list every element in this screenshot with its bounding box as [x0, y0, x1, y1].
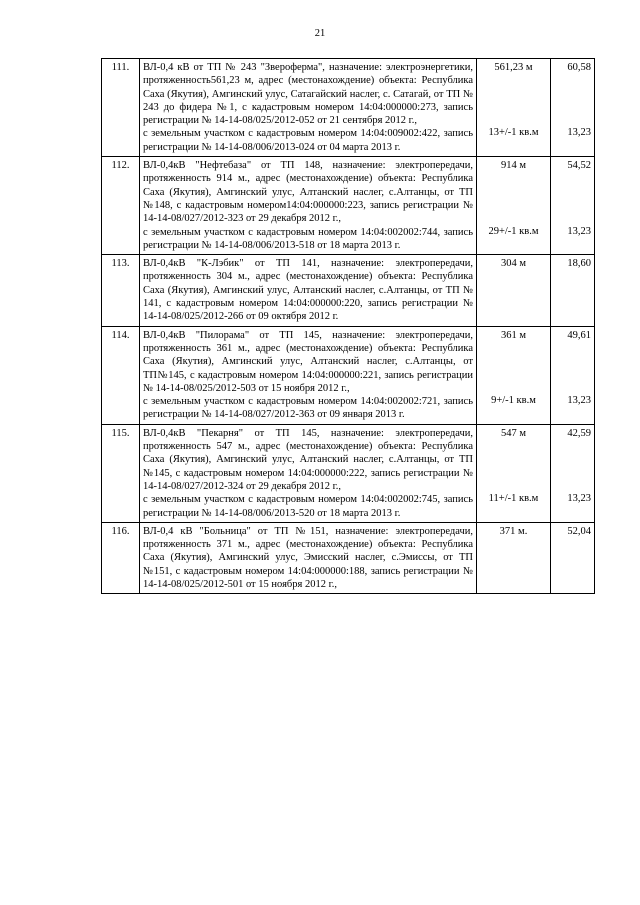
object-size: 304 м: [500, 258, 527, 270]
object-description-cell: [140, 59, 477, 157]
object-value-cell: [551, 157, 595, 255]
object-value: 52,04: [567, 525, 591, 537]
land-plot-value: 13,23: [567, 225, 591, 237]
land-plot-size: 9+/-1 кв.м: [491, 395, 536, 407]
object-value-cell: [551, 522, 595, 593]
land-plot-size: 29+/-1 кв.м: [488, 225, 539, 237]
object-description: ВЛ-0,4 кВ от ТП № 243 "Звероферма", назначение: электроэнергетики, протяженность561,23 м, адрес (местонахождение) объекта: Республика Саха (Якутия), Амгинский улус, Сатагайский наслег, с. Сатагай, от ТП № 243 до фидера №1, с кадастровым номером 14:04:000000:273, запись регистрации № 14-14-08/025/2012-052 от 21 сентября 2012 г.,: [143, 62, 473, 127]
object-value-cell: [551, 255, 595, 326]
land-plot-value: 13,23: [567, 395, 591, 407]
object-description-cell: [140, 424, 477, 522]
object-value: 54,52: [567, 160, 591, 172]
object-value: 42,59: [567, 427, 591, 439]
object-description-cell: [140, 522, 477, 593]
row-number: 115.: [102, 424, 140, 522]
row-number: 113.: [102, 255, 140, 326]
object-size: 561,23 м: [494, 62, 533, 73]
object-description: ВЛ-0,4кВ "Пилорама" от ТП 145, назначение: электропередачи, протяженность 361 м., адрес (местонахождение) объекта: Республика Саха (Якутия), Амгинский улус, Алтанский наслег, с.Алтанцы, от ТП№145, с кадастровым номером 14:04:000000:221, запись регистрации № 14-14-08/025/2012-503 от 15 ноября 2012 г.,: [143, 329, 473, 394]
table-row: [102, 424, 595, 522]
object-size: 547 м: [500, 427, 527, 439]
object-description: ВЛ-0,4кВ "К-Лэбик" от ТП 141, назначение: электропередачи, протяженность 304 м., адрес (местонахождение) объекта: Республика Саха (Якутия), Амгинский улус, Алтанский наслег, с.Алтанцы, от ТП № 141, с кадастровым номером 14:04:000000:220, запись регистрации № 14-14-08/025/2012-266 от 09 октября 2012 г.: [143, 258, 473, 323]
object-size: 361 м: [500, 329, 527, 341]
object-size: 914 м: [500, 160, 527, 172]
land-plot-description: с земельным участком с кадастровым номером 14:04:002002:744, запись регистрации № 14-14-08/006/2013-518 от 18 марта 2013 г.: [143, 226, 473, 251]
land-plot-size: 11+/-1 кв.м: [488, 493, 539, 505]
object-size-cell: [477, 255, 551, 326]
table-row: [102, 59, 595, 157]
land-plot-description: с земельным участком с кадастровым номером 14:04:002002:721, запись регистрации № 14-14-08/027/2012-363 от 09 января 2013 г.: [143, 396, 473, 421]
table-row: [102, 326, 595, 424]
object-description: ВЛ-0,4кВ "Нефтебаза" от ТП 148, назначение: электропередачи, протяженность 914 м., адрес (местонахождение) объекта: Республика Саха (Якутия), Амгинский улус, Алтанский наслег, с.Алтанцы, от ТП №148, с кадастровым номером14:04:000000:223, запись регистрации № 14-14-08/027/2012-323 от 29 декабря 2012 г.,: [143, 160, 473, 225]
table-row: [102, 157, 595, 255]
object-size-cell: [477, 326, 551, 424]
row-number: 111.: [102, 59, 140, 157]
object-size-cell: [477, 424, 551, 522]
land-plot-value: 13,23: [567, 493, 591, 505]
row-number: 112.: [102, 157, 140, 255]
object-description-cell: [140, 157, 477, 255]
object-size-cell: [477, 157, 551, 255]
row-number: 116.: [102, 522, 140, 593]
page-number: 21: [314, 28, 326, 39]
object-value-cell: [551, 326, 595, 424]
property-register-table: [101, 58, 595, 594]
row-number: 114.: [102, 326, 140, 424]
object-value: 18,60: [567, 258, 591, 270]
object-value: 49,61: [567, 329, 591, 341]
object-size-cell: [477, 522, 551, 593]
object-value-cell: [551, 59, 595, 157]
object-value: 60,58: [567, 62, 591, 73]
object-size: 371 м.: [499, 525, 528, 537]
object-description: ВЛ-0,4 кВ "Больница" от ТП №151, назначение: электропередачи, протяженность 371 м., адрес (местонахождение) объекта: Республика Саха (Якутия), Амгинский улус, Эмисский наслег, с.Эмиссы, от ТП №151, с кадастровым номером 14:04:000000:188, запись регистрации № 14-14-08/025/2012-501 от 15 ноября 2012 г.,: [143, 525, 473, 590]
land-plot-description: с земельным участком с кадастровым номером 14:04:009002:422, запись регистрации № 14-14-08/006/2013-024 от 04 марта 2013 г.: [143, 128, 473, 153]
table-row: [102, 522, 595, 593]
land-plot-description: с земельным участком с кадастровым номером 14:04:002002:745, запись регистрации № 14-14-08/006/2013-520 от 18 марта 2013 г.: [143, 494, 473, 519]
object-size-cell: [477, 59, 551, 157]
object-value-cell: [551, 424, 595, 522]
object-description-cell: [140, 326, 477, 424]
land-plot-value: 13,23: [567, 127, 591, 139]
table-row: [102, 255, 595, 326]
object-description: ВЛ-0,4кВ "Пекарня" от ТП 145, назначение: электропередачи, протяженность 547 м., адрес (местонахождение) объекта: Республика Саха (Якутия), Амгинский улус, Алтанский наслег, с.Алтанцы, от ТП №145, с кадастровым номером 14:04:000000:222, запись регистрации № 14-14-08/027/2012-324 от 29 декабря 2012 г.,: [143, 427, 473, 492]
land-plot-size: 13+/-1 кв.м: [488, 127, 539, 139]
table-body: [102, 59, 595, 594]
object-description-cell: [140, 255, 477, 326]
